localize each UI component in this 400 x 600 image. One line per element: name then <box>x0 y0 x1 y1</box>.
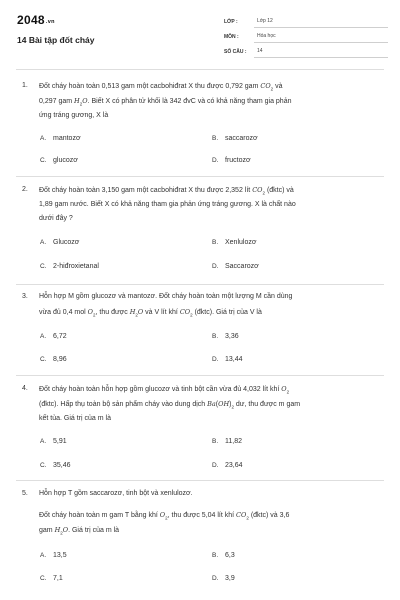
option-c[interactable]: C. 35,46 <box>40 462 71 469</box>
option-b[interactable]: B. 3,36 <box>212 333 239 340</box>
question-line: Đốt cháy hoàn toàn hỗn hợp gồm glucozơ và tinh bột cần vừa đủ 4,032 lít khí $O_2$ <box>39 385 290 395</box>
option-b[interactable]: B. Xenlulozơ <box>212 239 257 246</box>
meta-label: SỐ CÂU : <box>224 49 247 55</box>
question-line: (đktc). Hấp thụ toàn bộ sản phẩm cháy vào dung dịch $Ba(OH)_2$ dư, thu được m gam <box>39 400 301 410</box>
question-line: gam $H_2O$. Giá trị của m là <box>39 526 120 536</box>
meta-label: LỚP : <box>224 19 238 25</box>
option-a[interactable]: A. mantozơ <box>40 135 81 142</box>
question-line: ứng tráng gương, X là <box>39 112 109 119</box>
logo-suffix: .vn <box>45 19 55 25</box>
option-c[interactable]: C. 7,1 <box>40 575 63 582</box>
option-b[interactable]: B. saccarozơ <box>212 135 258 142</box>
option-d[interactable]: D. 13,44 <box>212 356 243 363</box>
option-a[interactable]: A. Glucozơ <box>40 239 80 246</box>
divider <box>16 375 384 376</box>
question-line: Đốt cháy hoàn toàn 3,150 gam một cacbohiđrat X thu được 2,352 lít $CO_2$ (đktc) và <box>39 186 294 196</box>
meta-value: Hóa học <box>254 33 388 43</box>
meta-table <box>224 13 388 58</box>
question-line: Hỗn hợp M gồm glucozơ và mantozơ. Đốt cháy hoàn toàn một lượng M cần dùng <box>39 293 293 300</box>
option-c[interactable]: C. 8,96 <box>40 356 67 363</box>
question-line: vừa đủ 0,4 mol $O_2$, thu được $H_2O$ và V lít khí $CO_2$ (đktc). Giá trị của V là <box>39 308 262 318</box>
option-a[interactable]: A. 6,72 <box>40 333 67 340</box>
question-number: 4. <box>22 385 28 392</box>
meta-row-subject <box>224 28 388 43</box>
question-number: 2. <box>22 186 28 193</box>
page-header <box>0 0 400 62</box>
question-line: 0,297 gam $H_2O$. Biết X có phân tử khối là 342 đvC và có khả năng tham gia phản <box>39 97 292 107</box>
question-line: dưới đây ? <box>39 215 73 222</box>
question-number: 5. <box>22 490 28 497</box>
question-number: 3. <box>22 293 28 300</box>
meta-value: 14 <box>254 48 388 58</box>
question-line: Hỗn hợp T gồm saccarozơ, tinh bột và xenlulozơ. <box>39 490 193 497</box>
meta-row-count <box>224 43 388 58</box>
document-title: 14 Bài tập đốt cháy <box>17 35 95 45</box>
option-a[interactable]: A. 5,91 <box>40 438 67 445</box>
question-line: 1,89 gam nước. Biết X có khả năng tham gia phản ứng tráng gương. X là chất nào <box>39 201 296 208</box>
option-d[interactable]: D. 23,64 <box>212 462 243 469</box>
divider <box>16 284 384 285</box>
option-c[interactable]: C. 2-hiđroxietanal <box>40 263 99 270</box>
question-line: Đốt cháy hoàn toàn m gam T bằng khí $O_2$, thu được 5,04 lít khí $CO_2$ (đktc) và 3,6 <box>39 511 290 521</box>
option-c[interactable]: C. glucozơ <box>40 157 78 164</box>
option-a[interactable]: A. 13,5 <box>40 552 67 559</box>
meta-row-class <box>224 13 388 28</box>
option-b[interactable]: B. 6,3 <box>212 552 235 559</box>
option-d[interactable]: D. fructozơ <box>212 157 251 164</box>
logo-main: 2048 <box>17 13 45 27</box>
option-d[interactable]: D. Saccarozơ <box>212 263 259 270</box>
site-logo[interactable] <box>17 13 55 27</box>
question-line: Đốt cháy hoàn toàn 0,513 gam một cacbohiđrat X thu được 0,792 gam $CO_2$ và <box>39 82 283 92</box>
meta-value: Lớp 12 <box>254 18 388 28</box>
question-line: kết tủa. Giá trị của m là <box>39 415 111 422</box>
divider <box>16 176 384 177</box>
option-b[interactable]: B. 11,82 <box>212 438 242 445</box>
divider <box>16 480 384 481</box>
option-d[interactable]: D. 3,9 <box>212 575 235 582</box>
meta-label: MÔN : <box>224 34 239 40</box>
divider <box>16 69 384 70</box>
question-number: 1. <box>22 82 28 89</box>
